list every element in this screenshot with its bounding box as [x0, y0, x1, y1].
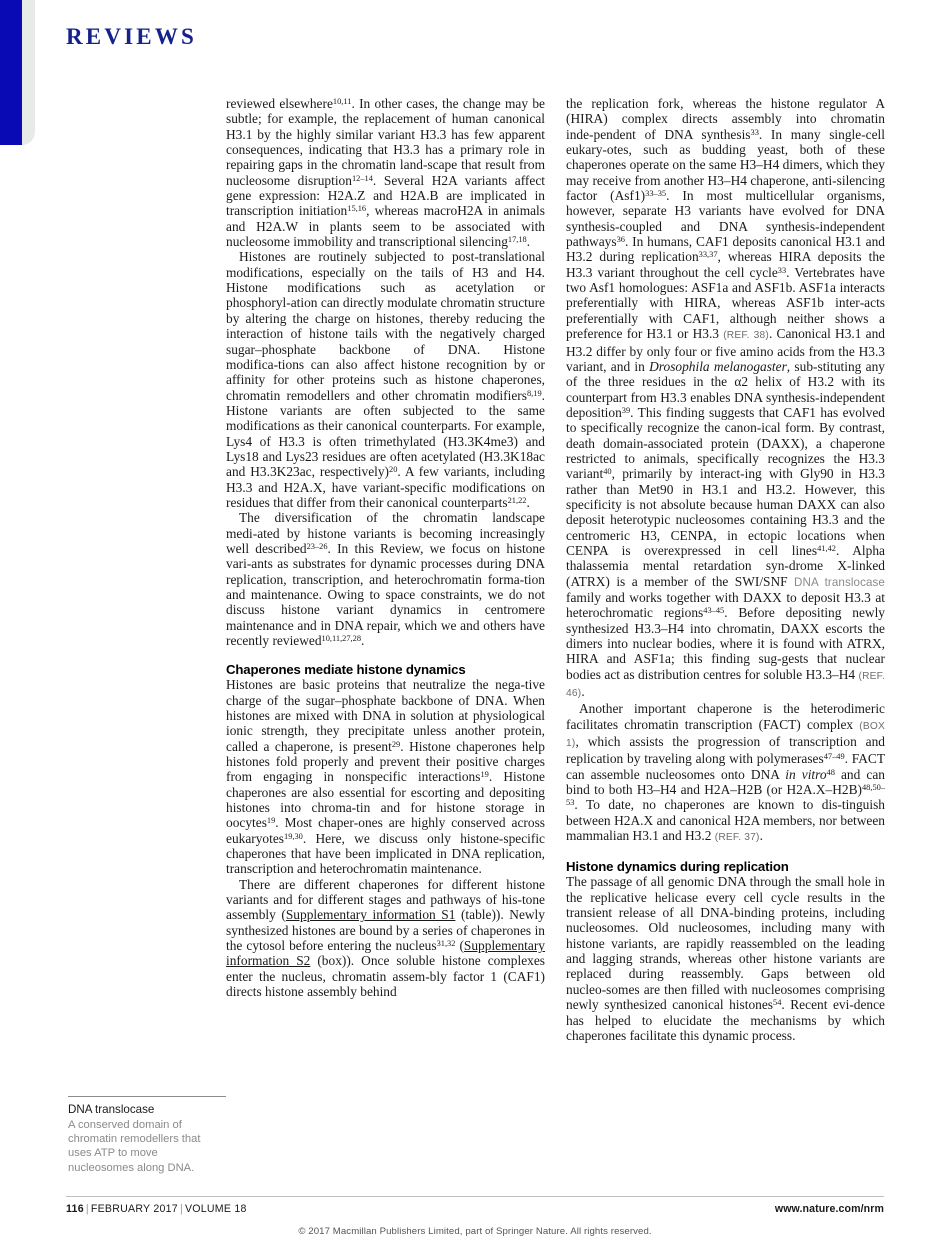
right-column — [566, 96, 885, 1043]
footer-divider — [66, 1196, 884, 1197]
p-fact: Another important chaperone is the heterodimeric facilitates chromatin transcription (FACT) complex (BOX 1), which assists the progression of transcription and replication by traveling along with polymerases$^{47-49}$. FACT can assemble nucleosomes onto DNA in vitro$^{48}$ and can bind to both H3–H4 and H2A–H2B (or H2A.X–H2B)$^{48,50-53}$. To date, no chaperones are known to dis‑tinguish between H2A.X and canonical H2A members, nor between mammalian H3.1 and H3.2 (REF. 37). — [566, 701, 885, 844]
section-heading-chaperones: Chaperones mediate histone dynamics — [226, 661, 466, 677]
p-chaperone-basics: Histones are basic proteins that neutralize the nega‑tive charge of the sugar–phosphate backbone of DNA. When histones are mixed with DNA in solution at physiological ionic strength, they precipitate unless another protein, called a chaperone, is present$^{29}$. Histone chaperones help histones fold properly and prevent their positive charges from engaging in nonspecific interactions$^{19}$. Histone chaperones are also essential for escorting and depositing histones into chroma‑tin and for histone storage in oocytes$^{19}$. Most chaper‑ones are highly conserved across eukaryotes$^{19,30}$. Here, we discuss only histone-specific chaperones that have been implicated in DNA replication, transcription and heterochromatin maintenance. — [226, 677, 546, 877]
right-column-paragraphs — [566, 96, 885, 846]
p-scope: The diversification of the chromatin landscape medi‑ated by histone variants is becoming increasingly well described$^{23-26}$. In this Review, we focus on histone vari‑ants as substrates for dynamic processes during DNA replication, transcription, and heterochromatin forma‑tion and maintenance. Owing to space constraints, we do not discuss histone variant dynamics in centromere maintenance and in DNA repair, which we and others have recently reviewed$^{10,11,27,28}$. — [226, 510, 545, 649]
footer-separator-1: | — [85, 1203, 89, 1215]
p-ptm: Histones are routinely subjected to post-translational modifications, especially on the tails of H3 and H4. Histone modifications such as acetylation or phosphoryl‑ation can directly modulate chromatin structure by altering the charge on histones, thereby reducing the interaction of histone tails with the negatively charged sugar–phosphate backbone of DNA. Histone modifica‑tions can also affect histone recognition by or affinity for other proteins such as histone chaperones, chromatin remodellers and other chromatin modifiers$^{8,19}$. Histone variants are often subjected to the same modifications as their canonical counterparts. For example, Lys4 of H3.3 is often trimethylated (H3.3K4me3) and Lys18 and Lys23 residues are often acetylated (H3.3K18ac and H3.3K23ac, respectively)$^{20}$. A few variants, including H3.3 and H2A.X, have variant-specific modifications on residues that differ from their canonical counterparts$^{21,22}$. — [226, 249, 545, 510]
glossary-divider — [68, 1096, 226, 1097]
copyright-line: © 2017 Macmillan Publishers Limited, part of Springer Nature. All rights reserved. — [298, 1226, 652, 1237]
section-heading-replication: Histone dynamics during replication — [566, 859, 789, 874]
footer-issue-date: FEBRUARY 2017 — [90, 1203, 178, 1215]
p-hira-caf1: the replication fork, whereas the histone regulator A (HIRA) complex directs assembly into chromatin inde‑pendent of DNA synthesis$^{33}$. In many single-cell eukary‑otes, such as budding yeast, both of these chaperones operate on the same H3–H4 dimers, which they may receive from another H3–H4 chaperone, anti-silencing factor $(Asf1)^{33-35}$. In most multicellular organisms, however, separate H3 variants have evolved for DNA synthesis-coupled and DNA synthesis-independent pathways$^{36}$. In humans, CAF1 deposits canonical H3.1 and H3.2 during replication$^{33,37}$, whereas HIRA deposits the H3.3 variant throughout the cell cycle$^{33}$. Vertebrates have two Asf1 homologues: ASF1a and ASF1b. ASF1a interacts preferentially with HIRA, whereas ASF1b inter‑acts preferentially with CAF1, although neither shows a preference for H3.1 or H3.3 (REF. 38). Canonical H3.1 and H3.2 differ by only four or five amino acids from the H3.3 variant, and in Drosophila melanogaster, sub‑stituting any of the three residues in the α2 helix of H3.2 with its counterpart from H3.3 enables DNA synthesis-independent deposition$^{39}$. This finding suggests that CAF1 has evolved to specifically recognize the canon‑ical form. By contrast, death domain-associated protein (DAXX), a chaperone restricted to animals, specifically recognizes the H3.3 variant$^{40}$, primarily by interact‑ing with Gly90 in H3.3 rather than Met90 in H3.1 and H3.2. However, this specificity is not absolute because human DAXX can also deposit heterotypic nucleosomes containing H3.3 and the centromeric H3, CENPA, in ectopic locations when CENPA is overexpressed in cell lines$^{41,42}$. Alpha thalassemia mental retardation syn‑drome X-linked (ATRX) is a member of the SWI/SNF DNA translocase family and works together with DAXX to deposit H3.3 at heterochromatic regions$^{43-45}$. Before depositing newly synthesized H3.3–H4 into chromatin, DAXX escorts the dimers into nuclear bodies, where it is found with ATRX, HIRA and ASF1a; this finding sug‑gests that nuclear bodies act as distribution centres for soluble H3.3–H4 (REF. 46). — [566, 96, 886, 700]
article-body — [226, 96, 885, 1043]
left-column-paragraphs-after — [226, 677, 545, 999]
footer-page-number: 116 — [66, 1203, 84, 1215]
glossary-definition: A conserved domain of chromatin remodellers that uses ATP to move nucleosomes along DNA. — [68, 1119, 201, 1174]
footer-volume: VOLUME 18 — [184, 1203, 247, 1215]
left-accent-bar — [0, 0, 22, 145]
glossary-sidenote — [68, 1096, 226, 1175]
footer-separator-2: | — [179, 1203, 183, 1215]
footer-journal-url[interactable]: www.nature.com/nrm — [774, 1203, 884, 1215]
glossary-term: DNA translocase — [68, 1103, 155, 1116]
left-column-paragraphs — [226, 96, 545, 648]
p-variants-continued: reviewed elsewhere$^{10,11}$. In other cases, the change may be subtle; for example, the replacement of human canonical H3.1 by the highly similar variant H3.3 has few apparent consequences, indicating that H3.3 has a primary role in repairing gaps in the chromatin land‑scape that result from nucleosome disruption$^{12-14}$. Several H2A variants affect gene expression: H2A.Z and H2A.B are implicated in transcription initiation$^{15,16}$, whereas macroH2A in animals and H2A.W in plants seem to be associated with nucleosome immobility and transcriptional silencing$^{17,18}$. — [226, 96, 545, 250]
p-replication: The passage of all genomic DNA through the small hole in the replicative helicase every cell cycle results in the transient release of all DNA-binding proteins, including nucleosomes. Old nucleosomes, including many with histone variants, are rapidly reassembled on the leading and lagging strands, whereas other histone variants are replaced during reassembly. Gaps between old nucleo‑somes are then filled with nucleosomes comprising newly synthesized canonical histones$^{54}$. Recent evi‑dence has helped to elucidate the mechanisms by which chaperones facilitate this dynamic process. — [566, 874, 886, 1043]
page-footer — [66, 1203, 884, 1215]
left-grey-bar — [22, 0, 35, 145]
footer-citation — [66, 1203, 247, 1215]
p-chaperone-variants: There are different chaperones for different histone variants and for different stages and pathways of his‑tone assembly (Supplementary information S1 (table)). Newly synthesized histones are bound by a series of chaperones in the cytosol before entering the nucleus$^{31,32}$ (Supplementary information S2 (box)). Once soluble histone complexes enter the nucleus, chromatin assem‑bly factor 1 (CAF1) directs histone assembly behind — [226, 876, 545, 1000]
right-column-paragraphs-after — [566, 874, 885, 1043]
left-column — [226, 96, 545, 1043]
page-title: REVIEWS — [66, 24, 198, 49]
